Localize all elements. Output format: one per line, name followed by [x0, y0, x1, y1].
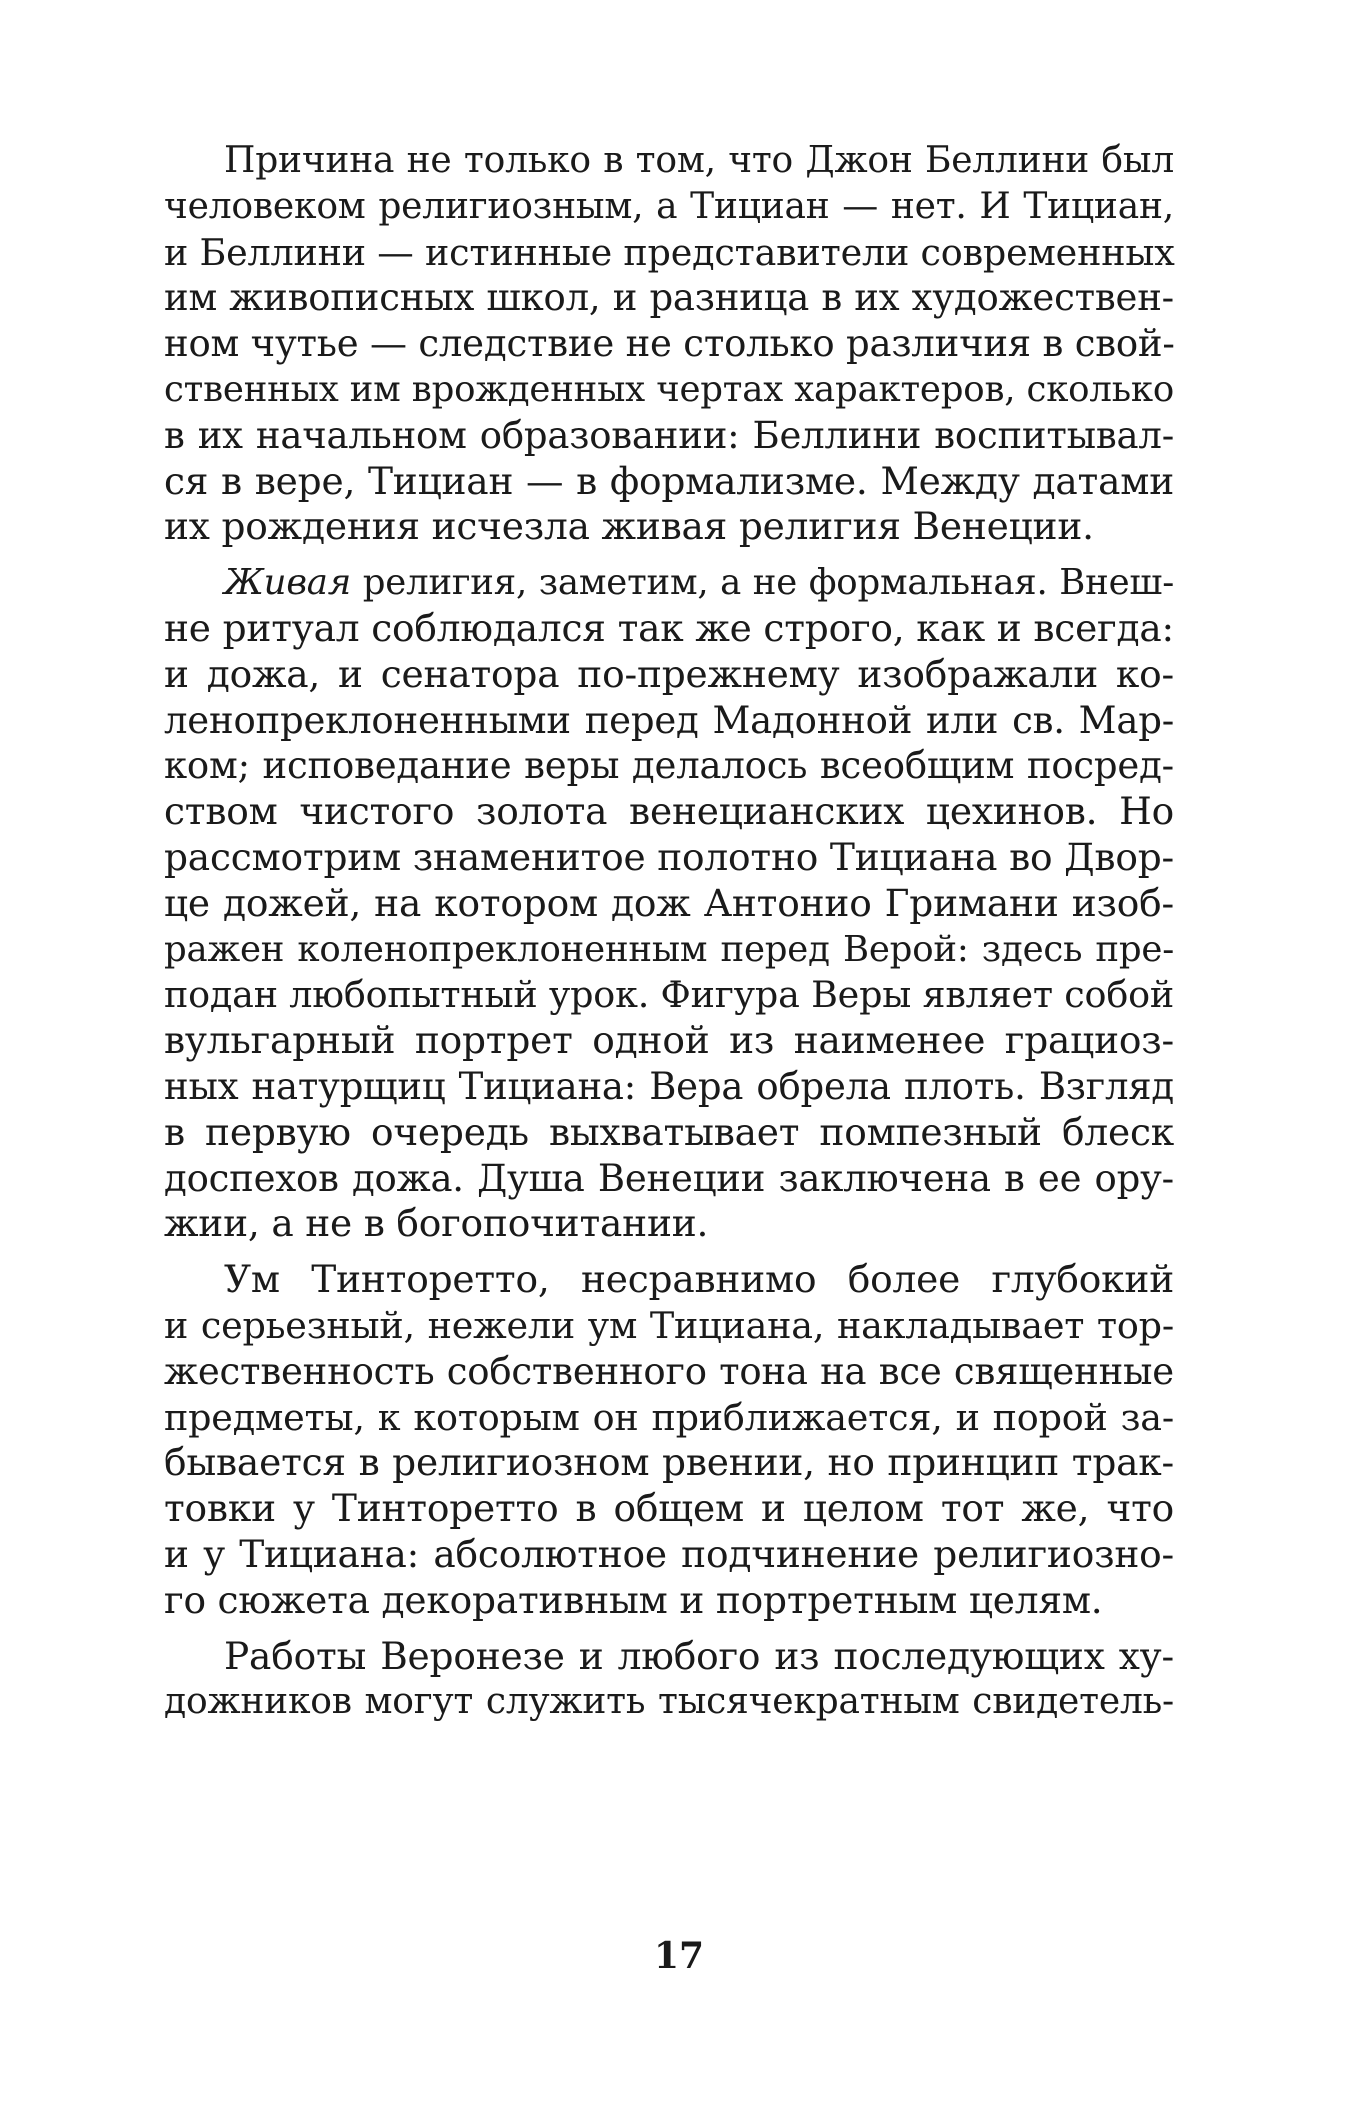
- text-line: доспехов дожа. Душа Венеции заключена в ее ору-: [164, 1156, 1174, 1200]
- text-line: ражен коленопреклоненным перед Верой: здесь пре-: [164, 928, 1174, 970]
- text-line: и дожа, и сенатора по-прежнему изображали ко-: [164, 651, 1174, 696]
- text-line: и Беллини — истинные представители современных: [164, 230, 1175, 274]
- paragraph: [164, 1257, 1174, 1623]
- text-line: их рождения исчезла живая религия Венеции.: [164, 504, 1094, 549]
- text-line: не ритуал соблюдался так же строго, как и всегда:: [164, 605, 1174, 650]
- text-line: предметы, к которым он приближается, и порой за-: [164, 1395, 1174, 1439]
- text-line: ся в вере, Тициан — в формализме. Между датами: [164, 458, 1174, 503]
- text-line: ством чистого золота венецианских цехинов. Но: [164, 789, 1174, 834]
- text-line: дожников могут служить тысячекратным свидетель-: [164, 1681, 1174, 1723]
- page-number: 17: [653, 1935, 705, 1977]
- text-line: ном чутье — следствие не столько различия в свой-: [164, 322, 1175, 366]
- text-line: Ум Тинторетто, несравнимо более глубокий: [224, 1257, 1174, 1302]
- body-text: [164, 138, 1174, 1735]
- text-line: и у Тициана: абсолютное подчинение религиозно-: [164, 1531, 1174, 1576]
- text-line: Причина не только в том, что Джон Беллини был: [224, 140, 1174, 181]
- text-line: го сюжета декоративным и портретным целям.: [164, 1577, 1103, 1622]
- text-line: в их начальном образовании: Беллини воспитывал-: [164, 413, 1174, 457]
- paragraph: [164, 560, 1174, 1247]
- text-line: подан любопытный урок. Фигура Веры являет собой: [164, 973, 1174, 1017]
- text-line: ных натурщиц Тициана: Вера обрела плоть. Взгляд: [164, 1064, 1174, 1108]
- text-line: и серьезный, нежели ум Тициана, накладывает тор-: [164, 1303, 1174, 1347]
- text-line: товки у Тинторетто в общем и целом тот же, что: [164, 1486, 1174, 1531]
- text-line: рассмотрим знаменитое полотно Тициана во Двор-: [164, 834, 1174, 879]
- text-line: жии, а не в богопочитании.: [164, 1201, 709, 1246]
- text-line: Работы Веронезе и любого из последующих ху-: [224, 1633, 1174, 1678]
- text-line-rest: религия, заметим, а не формальная. Внеш-: [351, 562, 1174, 604]
- text-line: им живописных школ, и разница в их художествен-: [164, 276, 1174, 320]
- text-line: вульгарный портрет одной из наименее грациоз-: [164, 1018, 1174, 1063]
- text-line: человеком религиозным, а Тициан — нет. И Тициан,: [164, 185, 1174, 227]
- text-line: ком; исповедание веры делалось всеобщим посред-: [164, 744, 1174, 788]
- text-line: жественность собственного тона на все священные: [164, 1349, 1174, 1393]
- text-line: ственных им врожденных чертах характеров, сколько: [164, 368, 1174, 410]
- text-line: [164, 560, 1174, 606]
- italic-word: Живая: [224, 562, 352, 604]
- text-line: в первую очередь выхватывает помпезный блеск: [164, 1109, 1174, 1154]
- paragraph: [164, 138, 1174, 550]
- text-line: ленопреклоненными перед Мадонной или св. Мар-: [164, 698, 1174, 742]
- paragraph: [164, 1634, 1174, 1726]
- text-line: це дожей, на котором дож Антонио Гримани изоб-: [164, 880, 1174, 925]
- text-line: бывается в религиозном рвении, но принцип трак-: [164, 1440, 1174, 1485]
